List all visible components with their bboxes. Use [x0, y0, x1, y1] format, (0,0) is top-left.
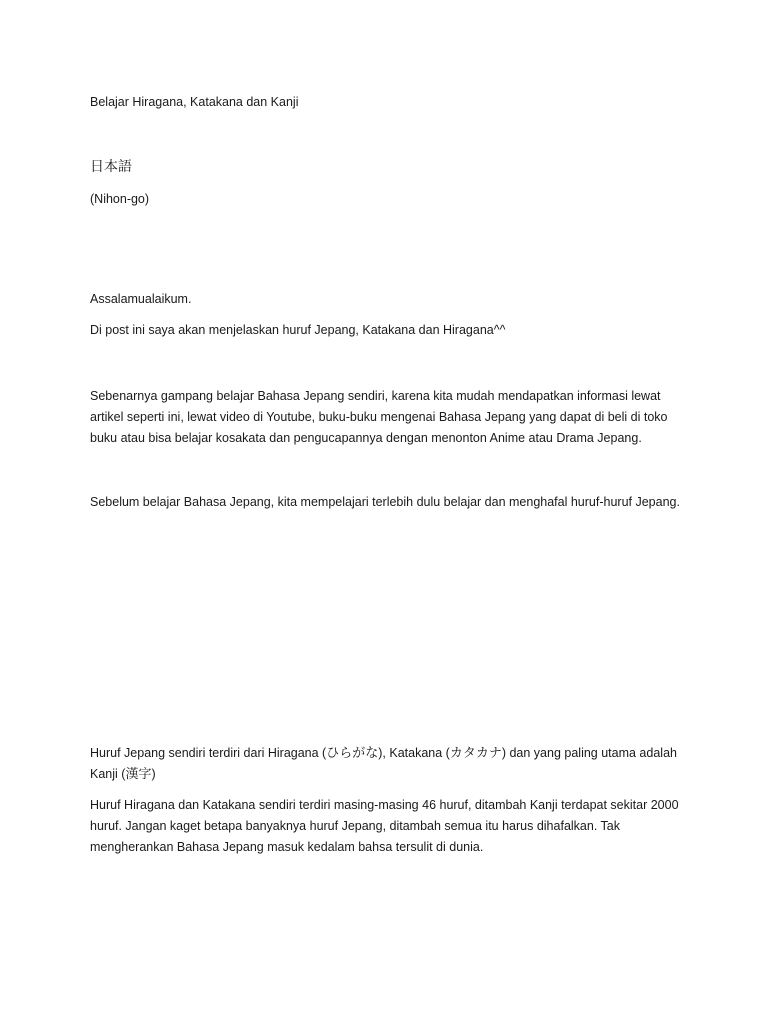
- paragraph-learning-resources: Sebenarnya gampang belajar Bahasa Jepang sendiri, karena kita mudah mendapatkan informasi lewat artikel seperti ini, lewat video di Youtube, buku-buku mengenai Bahasa Jepang yang dapat di beli di toko buku atau bisa belajar kosakata dan pengucapannya dengan menonton Anime atau Drama Jepang.: [90, 389, 668, 445]
- writing-systems-text-1: Huruf Jepang sendiri terdiri dari Hiragana (: [90, 746, 327, 760]
- paragraph-writing-systems: [90, 743, 680, 785]
- paragraph-character-count: Huruf Hiragana dan Katakana sendiri terdiri masing-masing 46 huruf, ditambah Kanji terdapat sekitar 2000 huruf. Jangan kaget betapa banyaknya huruf Jepang, ditambah semua itu harus dihafalkan. Tak mengherankan Bahasa Jepang masuk kedalam bahsa tersulit di dunia.: [90, 798, 679, 854]
- kanji-heading: 日本語: [90, 159, 132, 175]
- intro-text: Di post ini saya akan menjelaskan huruf Jepang, Katakana dan Hiragana^^: [90, 323, 506, 337]
- paragraph-before-learning: Sebelum belajar Bahasa Jepang, kita mempelajari terlebih dulu belajar dan menghafal huruf-huruf Jepang.: [90, 495, 680, 509]
- document-title: Belajar Hiragana, Katakana dan Kanji: [90, 95, 299, 109]
- katakana-sample: カタカナ: [449, 746, 502, 761]
- writing-systems-text-3: ) dan yang paling utama adalah Kanji (: [90, 746, 677, 781]
- writing-systems-text-4: ): [151, 767, 156, 781]
- romaji-heading: (Nihon-go): [90, 192, 150, 206]
- hiragana-sample: ひらがな: [326, 746, 379, 761]
- greeting-text: Assalamualaikum.: [90, 292, 192, 306]
- writing-systems-text-2: ), Katakana (: [378, 746, 450, 760]
- kanji-sample: 漢字: [125, 767, 152, 782]
